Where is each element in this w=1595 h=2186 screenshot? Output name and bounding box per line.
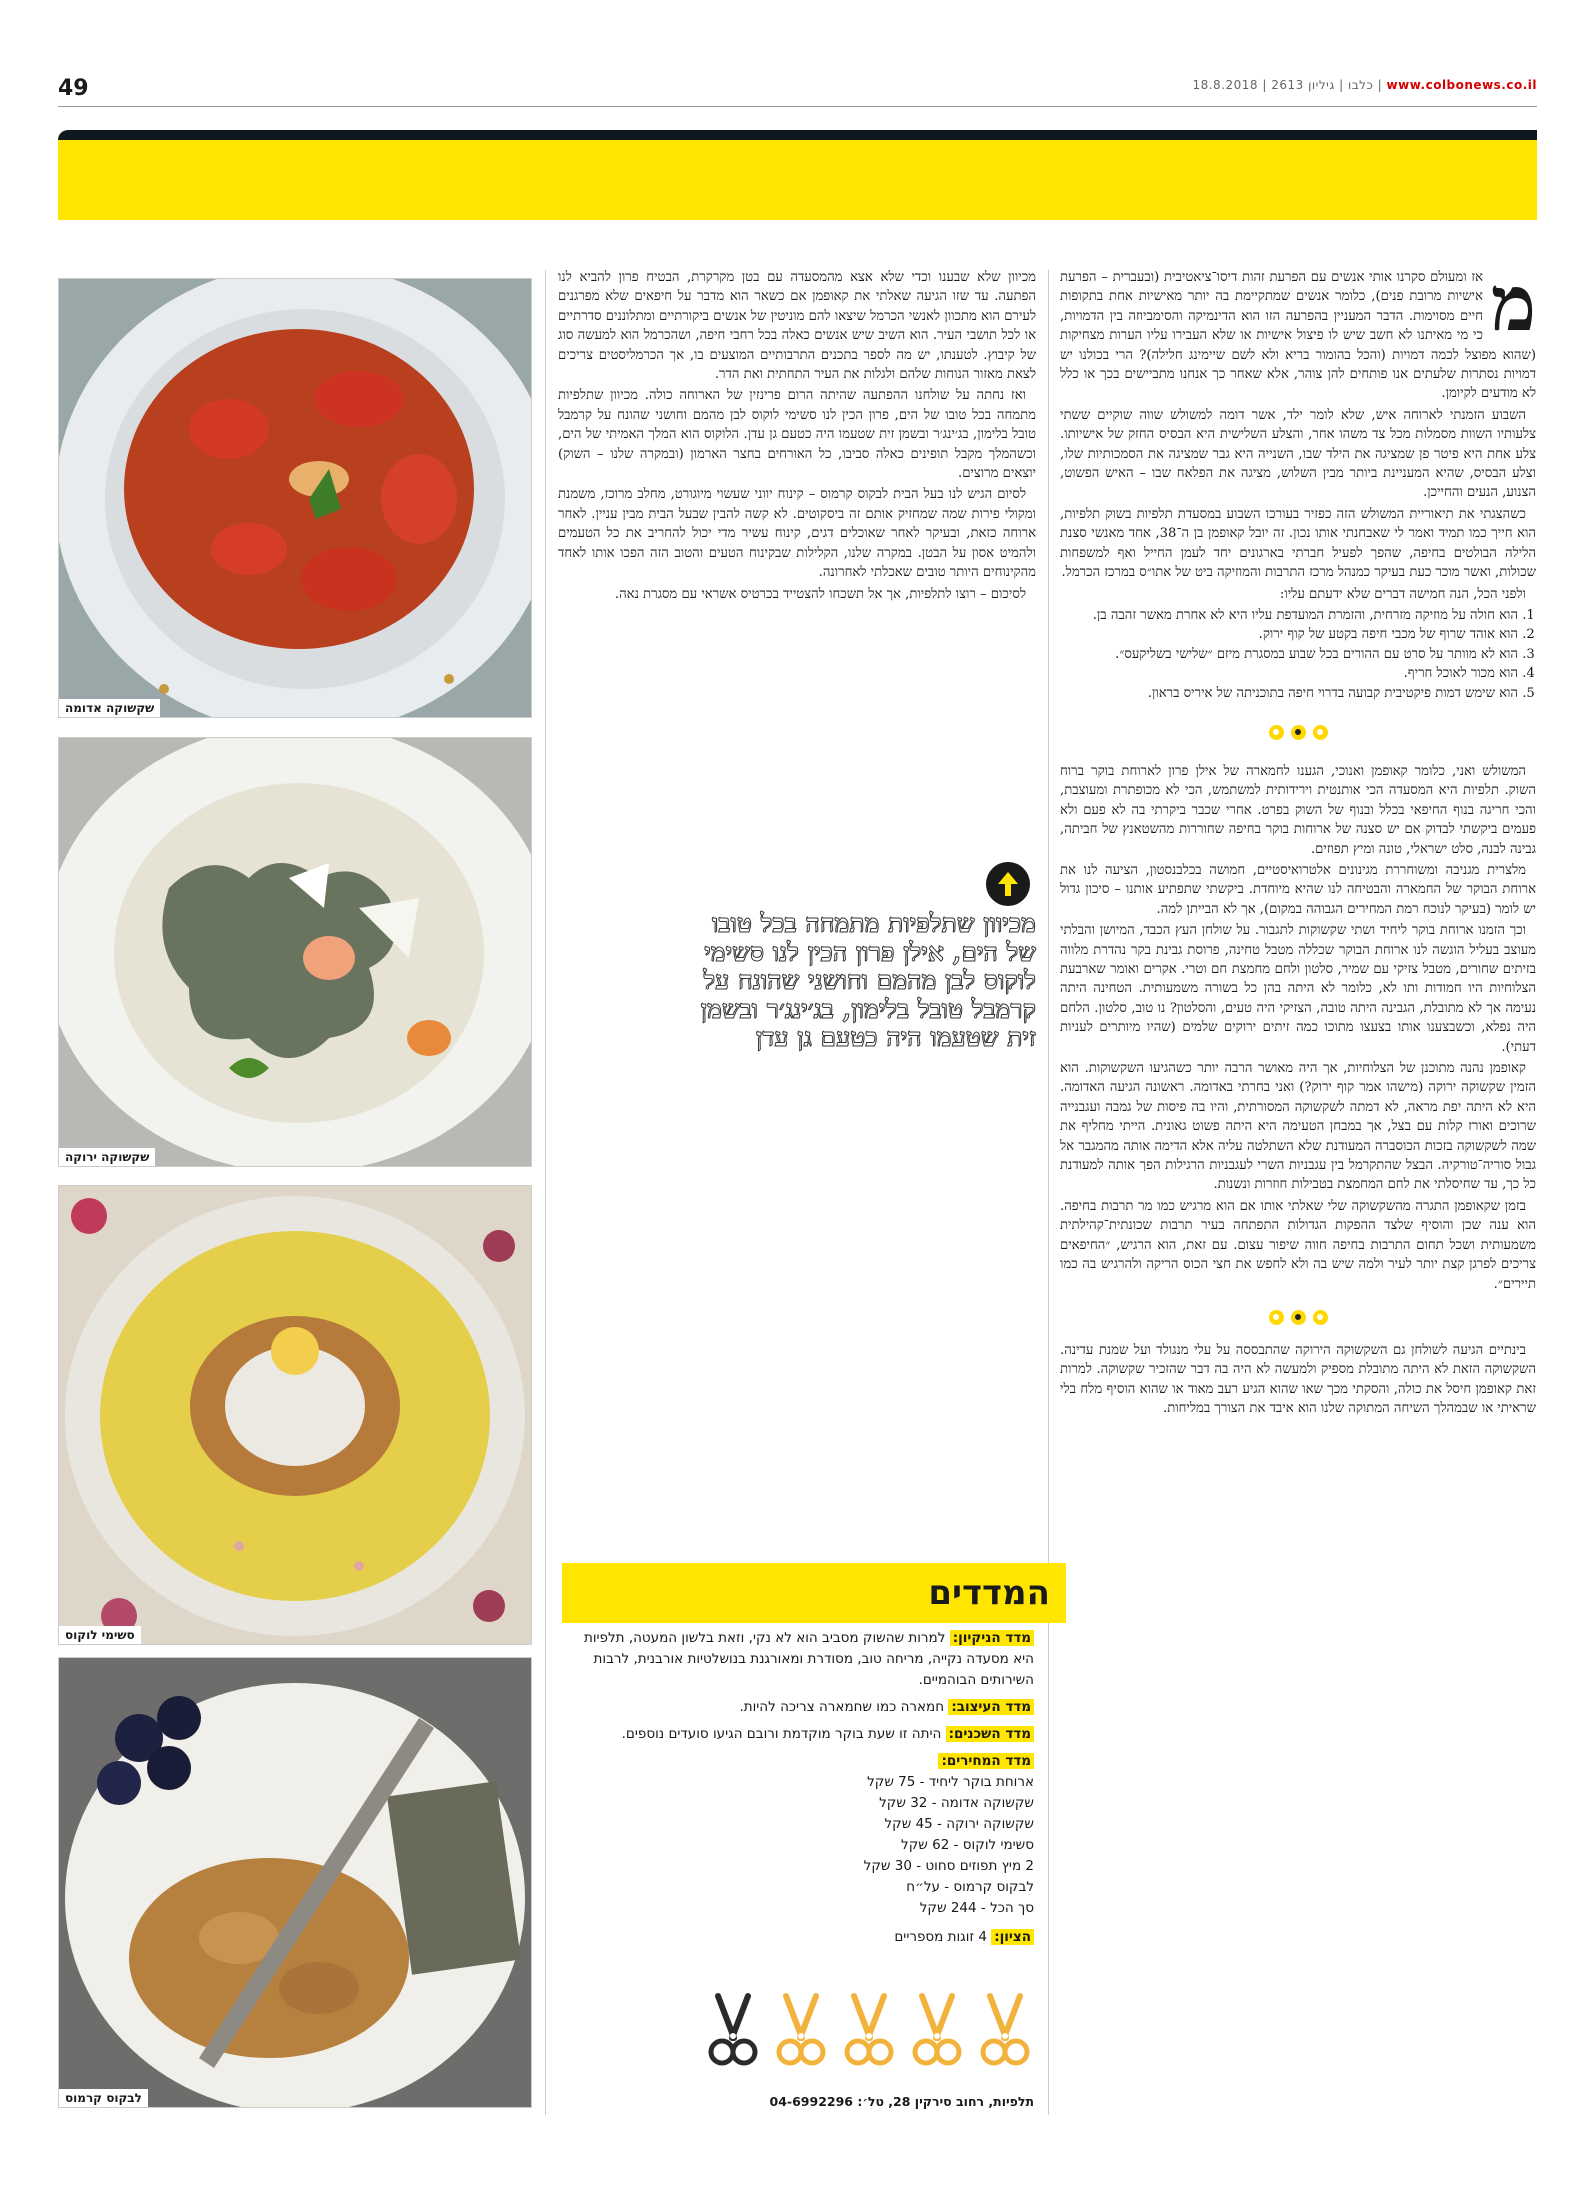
paragraph: מכיוון שלא שבענו וכדי שלא אצא מהמסעדה עם בטן מקרקרת, הבטיח פרון להביא לנו הפתעה. עד שזו הגיעה שאלתי את קאופמן אם כשאר הוא מדבר על חיפאים שלא מפרגנים לעירם הוא מתכוון לאנשי הכרמל שיצאו להם מוניטין של אנשים ביקורתיים ומתלוננים סדרתיים או לכל תושבי העיר. הוא השיב שיש אנשים כאלה בכל רחבי חיפה, ושהכרמל הוא למעשה סוג של קיבוץ. לטענתו, יש מה לספר בתכנים התרבותיים המוצעים בו, אך הכרמליסטים צריכים לצאת מאזור הנוחות שלהם ולגלות את העיר התחתית ואת הדר. (558, 270, 1036, 383)
photo-caption: שקשוקה אדומה (59, 699, 160, 717)
dot-icon (1269, 1310, 1284, 1325)
rating-row (562, 1751, 1034, 1772)
article-column-middle (558, 268, 1036, 606)
site-url[interactable]: www.colbonews.co.il (1386, 78, 1537, 92)
rating-row (562, 1724, 1034, 1745)
rating-text: היתה זו שעת בוקר מוקדמת ורובם הגיעו סועדים נוספים. (621, 1726, 942, 1742)
paragraph: לסיום הגיש לנו בעל הבית לבקוס קרמוס – קינוח יווני שעשוי מיוגורט, מחלב מרוכז, משמנת ומקולי פירות שמה שמחזיק אותם זה ביסקוטים. לא קשה להבין שבעל הבית מבין עניין. לאחר ארוחה כזאת, ובעיקר לאחר שאוכלים דגים, קינוח עשיר מדי יכול להחריב את כל הטעמים ולהמיט אסון על הבטן. במקרה שלנו, הקלילות שבקינוח הטעים והטוב הזה הפכו אותו לאחד מהקינוחים היותר טובים שאכלתי לאחרונה. (558, 487, 1036, 581)
price-item: 2 מיץ תפוזים סחוט - 30 שקל (863, 1858, 1034, 1874)
scissors-icon-filled (840, 1992, 898, 2072)
paragraph: כשהצגתי את תיאוריית המשולש הזה כפזיר בעורכו השבוע במסעדת תלפיות בשוק תלפיות, הוא חייך כמו תמיד ואמר לי שאבחנתי אותו נכון. זה יובל קאופמן בן ה־38, אחד מאנשי סצנת הלילה הבולטים בחיפה, שהפך לפעיל חברתי בארגונים יחד לעמן החייל ואף למשפחות שכולות, ואשר מוכר כעת בעיקר כמנהל מרכז התרבות והמוזיקה ביט של אתו״ס במרכז הכרמל. (1060, 506, 1536, 581)
price-item: שקשוקה אדומה - 32 שקל (879, 1795, 1034, 1811)
paragraph: בינתיים הגיעה לשולחן גם השקשוקה הירוקה שהתבססה על עלי מנגולד ועל שמנת עדינה. השקשוקה הזאת לא היתה מתובלת מספיק ולמעשה לא היה בה דבר שהזכיר שקשוקה. למרות זאת קאופמן חיסל את כולה, והסקתי מכך שאו שהוא הגיע רעב מאוד או שהוא הוסיף מלח בלי שראיתי או שבמהלך השיחה המתוקה שלנו הוא איבד את הצורך במליחות. (1060, 1342, 1536, 1417)
page-number: 49 (58, 76, 89, 101)
rating-text: חמארה כמו שחמארה צריכה להיות. (739, 1699, 945, 1715)
photo-caption: שקשוקה ירוקה (59, 1148, 155, 1166)
rating-label: מדד השכנים: (946, 1726, 1034, 1742)
dot-icon (1313, 725, 1328, 740)
brand-name: כלבו (1347, 78, 1374, 92)
drop-cap: מ (1490, 259, 1536, 348)
rating-row (562, 1628, 1034, 1691)
paragraph: השבוע הזמנתי לארוחה איש, שלא לומר ילד, אשר דומה למשולש שווה שוקיים ששתי צלעותיו השוות מסמלות מכל צד משהו אחר, והצלע השלישית היא הבסיס החזק של אישיותו. צלע אחת היא פיטר פן שמציגה את הילד שבו, השנייה היא גבר שמציגה את הסמכותיות שלו, וצלע הבסיס, שהיא המעניינת ביותר מבין השלוש, מציגה את הפלאח שבו – האיש הפשוט, הצנוע, הנעים והחייכן. (1060, 407, 1536, 501)
photo-caption: לבקוס קרמוס (59, 2089, 148, 2107)
ratings-title: המדדים (562, 1563, 1066, 1623)
arrow-up-icon (986, 862, 1030, 906)
photo-dessert (58, 1657, 532, 2108)
paragraph: ואז נחתה על שולחנו ההפתעה שהיתה הרום פרינזין של הארוחה כולה. מכיוון שתלפיות מתמחה בכל טובו של הים, פרון הכין לנו סשימי לוקוס לבן מהמם וחושני שהונח על קרמבל טובל בלימון, בג׳ינג׳ר ובשמן זית שטעמו היה כטעם גן עדן. הלוקוס הוא המלך האמיתי של הים, וכשהמלך מקבל תופינים כאלה סביבו, כל האורחים בחצר הארמון (ובמקרה שלנו – השוק) יוצאים מרוצים. (558, 388, 1036, 482)
scissors-icon-filled (772, 1992, 830, 2072)
column-divider (545, 270, 546, 2115)
photo-green-shakshuka (58, 737, 532, 1167)
rating-row (562, 1697, 1034, 1718)
section-bar-dark (58, 130, 1537, 140)
scissors-icon-empty (704, 1992, 762, 2072)
rating-label: מדד המחירים: (938, 1753, 1034, 1769)
price-item: ארוחת בוקר ליחיד - 75 שקל (867, 1774, 1034, 1790)
dot-icon (1291, 725, 1306, 740)
list-item: 5. הוא שימש דמות פיקטיבית קבועה בדרוי חיפה בתוכניתה של איריס בראון. (1060, 684, 1518, 703)
photo-sashimi (58, 1185, 532, 1645)
paragraph: קאופמן נהנה מתוכנן של הצלוחיות, אך היה מאושר הרבה יותר כשהגיעו השקשוקות. הוא הזמין שקשוקה ירוקה (מישהו אמר קוף ירוק?) ואני בחרתי באדומה. ראשונה הגיעה האדומה. היא לא היתה יפת מראה, לא דמתה לשקשוקה המסורתית, והיו בה פיסות של גמבה ועגבנייה שרוכים ואורז קלות עם בצל, אך במבחן הטעימה היא היתה פשוט גאונית. הייתי מחליף את שמה לשקשוקה בזכות הכוסברה המעודנת שלא השתלטה עליה אלא הדימה אותה מהמגבר אל גבול סוריה־טורקיה. הבצל שהתקרמל בין עגבניות השרי לעגבניות הרגילות הפך אותה למעודנת כל כך, עד שחיסלתי את לחם המחמצת בטבילות חוזרות ונשנות. (1060, 1061, 1536, 1193)
list-item: 3. הוא לא מוותר על סרט עם ההורים בכל שבוע במסגרת מיזם ״שלישי בשליקעס״. (1060, 645, 1518, 664)
score-label: הציון: (991, 1929, 1034, 1945)
facts-list (1060, 606, 1536, 703)
photo-red-shakshuka (58, 278, 532, 718)
sashimi-image (59, 1186, 531, 1644)
header-rule (58, 106, 1537, 107)
price-list (562, 1772, 1034, 1919)
paragraph: וכך הזמנו ארוחת בוקר ליחיד ושתי שקשוקות לתגבור. על שולחן העץ הכבד, המיושן והבלתי מעוצב בעליל הוגשה לנו ארוחת הבוקר שכללה מטבל טחינה, פרוסת גבינת בקר נהדרת מלווה בזיתים שחורים, מטבל צזיקי עם שמיר, סלטון ולחם מחמצת חם וטרי. אקרים ואומר שארבעת הצלוחיות היו חמודות ותו לא, כלומר לא היתה בהן כל בשורה משמעותית. הטחינה היתה נעימה אך לא מתובלת, הגבינה היתה טובה, הצזיקי היה טעים, והסלטון? נו טוב, סלטון. הלחם היה נפלא, וכשבצענו אותו בצעצו מתוכו כמה זיתים ירוקים שלמים (שהיו מיותרים לעניות דעתי). (1060, 923, 1536, 1055)
article-column-right (1060, 259, 1536, 1421)
ratings-list (562, 1628, 1034, 1948)
restaurant-address: תלפיות, רחוב סירקין 28, טל׳: 04-6992296 (769, 2094, 1034, 2109)
scissors-icon-filled (976, 1992, 1034, 2072)
photo-caption: סשימי לוקוס (59, 1626, 141, 1644)
price-item: שקשוקה ירוקה - 45 שקל (884, 1816, 1034, 1832)
section-banner (58, 140, 1537, 220)
price-item: לבקוס קרמוס - על״ח (906, 1879, 1034, 1895)
dot-icon (1291, 1310, 1306, 1325)
dot-icon (1269, 725, 1284, 740)
masthead-line: www.colbonews.co.il | כלבו | גיליון 2613 | 18.8.2018 (1192, 78, 1537, 92)
price-item: סך הכל - 244 שקל (919, 1900, 1034, 1916)
rating-label: מדד העיצוב: (948, 1699, 1034, 1715)
paragraph: אז ומעולם סקרנו אותי אנשים עם הפרעת זהות דיסו־ציאטיבית (ובעברית – הפרעת אישיות מרובת פנים), כלומר אנשים שמתקיימת בה יותר מאישיות אחת בתקופות חיים מסוימות. הדבר המעניין בהפרעה הזו הוא הדינמיקה והסימביוזה בין הדמויות, כי מי מאיתנו לא חשב שיש לו פיצול אישיות או שלא העבירו עליו הערות מצחיקות (שהוא מפוצל לכמה דמויות (והכל בהומור בריא ולא לשם שיימינג חלילה)? הרי בכולנו יש דמויות נסתרות שלעתים אנו פותחים להן צוהר, אלא שאחר כך אנחנו מתביישים בכך או כלל לא מודעים לקיומן. (1060, 270, 1536, 402)
list-item: 4. הוא מכור לאוכל חריף. (1060, 664, 1518, 683)
list-item: 1. הוא חולה על מוזיקה מזרחית, והזמרת המועדפת עליו היא לא אחרת מאשר זהבה בן. (1060, 606, 1518, 625)
dot-icon (1313, 1310, 1328, 1325)
score-row (562, 1927, 1034, 1948)
paragraph: המשולש ואני, כלומר קאופמן ואנוכי, הגענו לחמארה של אילן פרון לארוחת בוקר ברוח השוק. תלפיות היא המסעדה הכי אותנטית וירידותית למשתמש, הכי לא מכופתרת ומעוצבת, והכי חריגה בנוף החיפאי בכלל ובנוף של השוק בפרט. אחרי שכבר ביקרתי בה לא פעם ולא פעמים ביקשתי לבדוק אם יש סצנה של ארוחות בוקר בחיפה שחוררות מהשטאנץ של חביתה, גבינה לבנה, סלט ישראלי, טונה ומיץ תפוזים. (1060, 763, 1536, 857)
scissors-icon-filled (908, 1992, 966, 2072)
paragraph: מלצרית מגניבה ומשוחררת מגינונים אלטרואיסטיים, חמושה בכלבנסטון, הציעה לנו את ארוחת הבוקר של החמארה והבטיחה לנו שהיא מיוחדת. ביקשתי שתפתיע אותנו – סיכון גדול יש לומר (בעיקר לנוכח רמת המחירים הגבוהה במקום), אך לא הבייתן למה. (1060, 862, 1536, 917)
score-text: 4 זוגות מספריים (894, 1929, 987, 1945)
issue-date: 18.8.2018 (1192, 78, 1259, 92)
score-scissors (684, 1992, 1034, 2072)
paragraph: בזמן שקאופמן התגרה מהשקשוקה שלי שאלתי אותו אם הוא מרגיש כמו מר תרבות בחיפה. הוא ענה שכן והוסיף שלצד ההפקות הגדולות התפתחה בעיר תרבות שכונתית־קהילתית משמעותית ושכל תחום התרבות בחיפה חווה שיפור עצום. עם זאת, הוא הרגיש, ״החיפאים צריכים לפרגן קצת יותר לעיר ולמה שיש בה ולא לחפש את חצי הכוס הריקה ולהרגיש בה כמו תיירים״. (1060, 1198, 1536, 1292)
rating-text: למרות שהשוק מסביב הוא לא נקי, וזאת בלשון המעטה, תלפיות היא מסעדה נקייה, מריחה טוב, מסודרת ומאורגנת בנושלטיות אורבנית, לרבות השירותים הבוהמיים. (583, 1630, 1034, 1688)
green-shakshuka-image (59, 738, 531, 1166)
list-item: 2. הוא אוהד שרוף של מכבי חיפה בקטע של קוף ירוק. (1060, 625, 1518, 644)
rating-label: מדד הניקיון: (950, 1630, 1034, 1646)
paragraph: ולפני הכל, הנה חמישה דברים שלא ידעתם עליו: (1279, 586, 1526, 602)
issue-number: גיליון 2613 (1271, 78, 1335, 92)
section-divider-dots (1060, 1310, 1536, 1325)
pull-quote: מכיוון שתלפיות מתמחה בכל טובו של הים, אילן פרון הכין לנו סשימי לוקוס לבן מהמם וחושני שהונח על קרמבל טובל בלימון, בג׳ינג׳ר ובשמן זית שטעמו היה כטעם גן עדן (700, 909, 1036, 1052)
price-item: סשימי לוקוס - 62 שקל (901, 1837, 1034, 1853)
paragraph: לסיכום – רוצו לתלפיות, אך אל תשכחו להצטייד בכרטיס אשראי עם מסגרת נאה. (614, 586, 1026, 602)
dessert-image (59, 1658, 531, 2107)
column-divider (1048, 270, 1049, 2115)
red-shakshuka-image (59, 279, 531, 717)
section-divider-dots (1060, 725, 1536, 740)
